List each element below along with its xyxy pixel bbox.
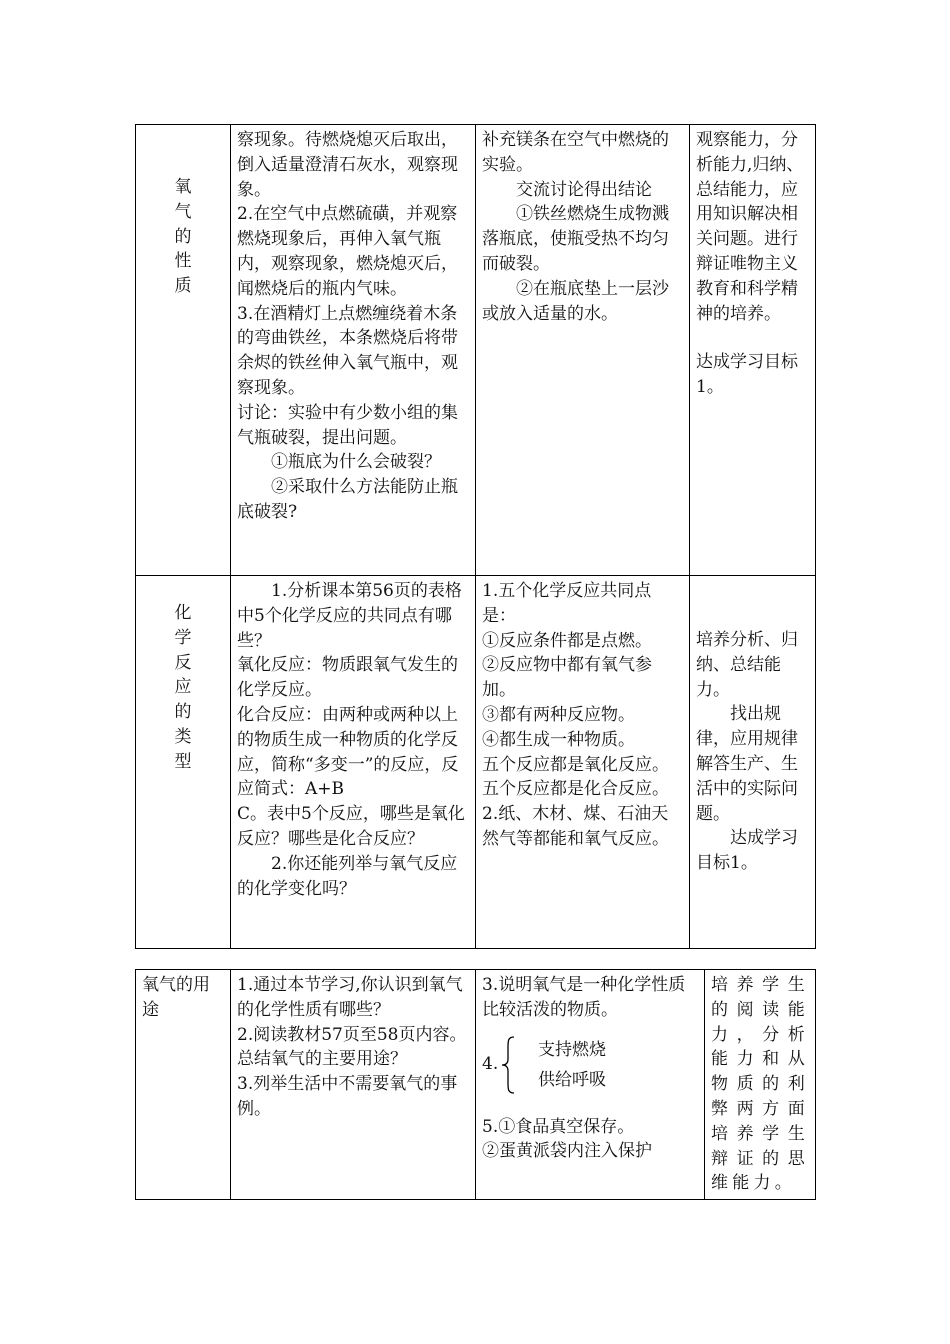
student-paragraph: 五个反应都是氧化反应。五个反应都是化合反应。 [482, 754, 669, 800]
activity-paragraph: 讨论：实验中有少数小组的集气瓶破裂，提出问题。 [237, 402, 458, 448]
brace-number: 4. [482, 1054, 499, 1075]
topic-char: 应 [174, 677, 192, 698]
topic-char: 氧 [174, 177, 192, 197]
student-activity-cell [476, 576, 690, 949]
activity-paragraph: 2.在空气中点燃硫磺，并观察燃烧现象后，再伸入氧气瓶内，观察现象，燃烧熄灭后，闻燃烧后的瓶内气味。 [237, 204, 458, 299]
activity-paragraph: 1.通过本节学习,你认识到氧气的化学性质有哪些？ [237, 975, 463, 1020]
topic-char: 学 [174, 627, 192, 648]
student-paragraph: 1.五个化学反应共同点是： [482, 581, 652, 626]
activity-paragraph: 化合反应：由两种或两种以上的物质生成一种物质的化学反应，简称“多变一”的反应，反应简式：A+B [237, 704, 459, 800]
lesson-table-2 [135, 969, 816, 1200]
topic-char: 型 [174, 751, 192, 772]
activity-paragraph: 2.你还能列举与氧气反应的化学变化吗？ [237, 853, 458, 899]
row-oxygen-properties [136, 125, 816, 576]
uses-brace-group [482, 1035, 698, 1095]
activity-paragraph: C。表中5个反应，哪些是氧化反应？哪些是化合反应？ [237, 804, 465, 849]
student-paragraph: ②蛋黄派袋内注入保护 [482, 1141, 652, 1162]
use-support-combustion: 支持燃烧 [538, 1039, 606, 1060]
activity-paragraph: 氧化反应：物质跟氧气发生的化学反应。 [237, 655, 458, 701]
row-oxygen-uses [136, 970, 816, 1200]
student-paragraph: ②在瓶底垫上一层沙或放入适量的水。 [482, 278, 669, 324]
student-activity-cell [476, 970, 705, 1200]
activity-paragraph: 2.阅读教材57页至58页内容。总结氧气的主要用途？ [237, 1024, 467, 1070]
teacher-activity-cell [231, 125, 476, 576]
topic-label [142, 579, 224, 775]
topic-char: 的 [174, 226, 192, 247]
student-paragraph: 5.①食品真空保存。 [482, 1116, 635, 1137]
student-paragraph: 2.纸、木材、煤、石油天然气等都能和氧气反应。 [482, 804, 669, 849]
topic-cell-reaction-types [136, 576, 231, 949]
activity-paragraph: ①瓶底为什么会破裂？ [271, 452, 441, 473]
goal-paragraph: 培养分析、归纳、总结能力。 [696, 630, 798, 700]
topic-char: 质 [174, 276, 192, 297]
goal-cell [690, 576, 816, 949]
student-paragraph: 交流讨论得出结论 [516, 179, 652, 200]
curly-brace-icon [500, 1035, 516, 1095]
topic-char: 反 [174, 652, 192, 673]
student-intro: 3.说明氧气是一种化学性质比较活泼的物质。 [482, 975, 686, 1020]
goal-paragraph: 达成学习目标1。 [696, 828, 798, 874]
goal-cell [690, 125, 816, 576]
use-supply-respiration: 供给呼吸 [538, 1069, 606, 1090]
topic-cell-uses [136, 970, 231, 1200]
goal-paragraph: 观察能力，分析能力,归纳、总结能力，应用知识解决相关问题。进行辩证唯物主义教育和科学精神的培养。 [696, 130, 804, 324]
topic-label [142, 128, 224, 299]
topic-char: 性 [174, 251, 192, 272]
goal-cell [705, 970, 816, 1200]
activity-paragraph: 3.列举生活中不需要氧气的事例。 [237, 1074, 458, 1119]
activity-paragraph: ②采取什么方法能防止瓶底破裂? [237, 477, 458, 522]
student-paragraph: ①反应条件都是点燃。 [482, 630, 652, 651]
activity-paragraph: 察现象。待燃烧熄灭后取出，倒入适量澄清石灰水，观察现象。 [237, 130, 458, 200]
activity-paragraph: 3.在酒精灯上点燃缠绕着木条的弯曲铁丝，本条燃烧后将带余烬的铁丝伸入氧气瓶中，观察现象。 [237, 303, 458, 398]
student-paragraph: ①铁丝燃烧生成物溅落瓶底，使瓶受热不均匀而破裂。 [482, 204, 669, 274]
topic-char: 的 [174, 702, 192, 723]
student-paragraph: ④都生成一种物质。 [482, 729, 635, 750]
topic-label: 氧气的用途 [142, 975, 210, 1020]
teacher-activity-cell [231, 576, 476, 949]
teacher-activity-cell [231, 970, 476, 1200]
activity-paragraph: 1.分析课本第56页的表格中5个化学反应的共同点有哪些？ [237, 581, 462, 651]
topic-char: 气 [174, 201, 192, 222]
goal-text: 培养学生的阅读能力，分析能力和从物质的利弊两方面培养学生辩证的思维能力。 [711, 975, 809, 1194]
topic-cell-properties [136, 125, 231, 576]
student-activity-cell [476, 125, 690, 576]
lesson-table-1 [135, 124, 816, 949]
row-reaction-types [136, 576, 816, 949]
goal-paragraph: 达成学习目标1。 [696, 352, 798, 398]
goal-paragraph: 找出规律，应用规律解答生产、生活中的实际问题。 [696, 704, 798, 824]
student-paragraph: ③都有两种反应物。 [482, 704, 635, 725]
topic-char: 类 [174, 726, 192, 747]
student-paragraph: ②反应物中都有氧气参加。 [482, 655, 652, 701]
topic-char: 化 [174, 603, 192, 623]
student-paragraph: 补充镁条在空气中燃烧的实验。 [482, 130, 669, 175]
